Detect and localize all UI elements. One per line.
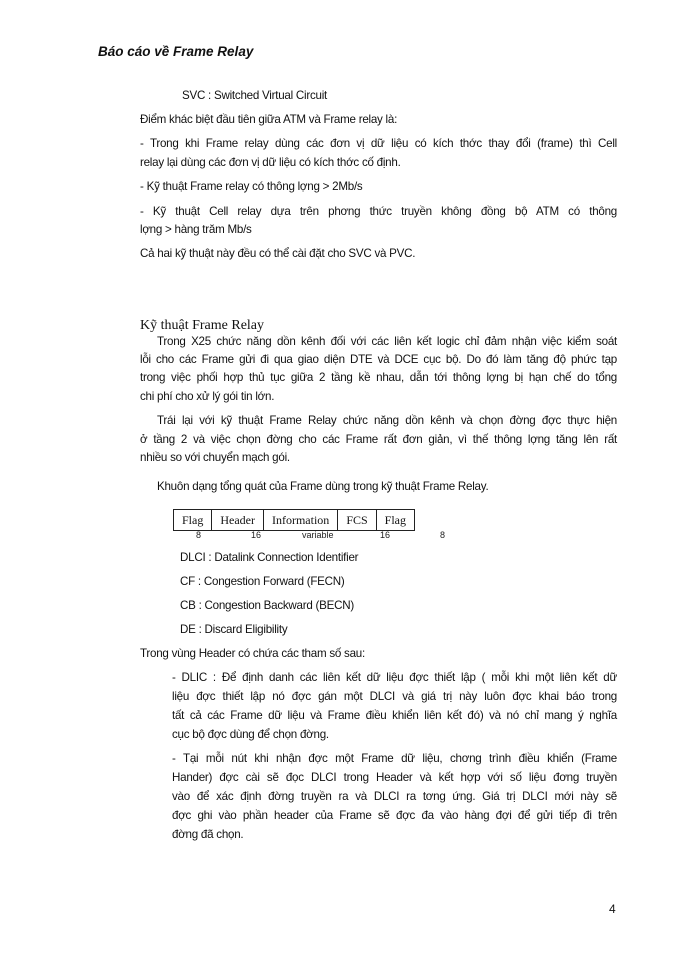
svc-definition: SVC : Switched Virtual Circuit: [182, 89, 327, 102]
frame-size-fcs: 16: [380, 530, 391, 540]
section-title: Kỹ thuật Frame Relay: [140, 318, 265, 333]
section-paragraph-2-line-3: nhiều so với chuyển mạch gói.: [140, 451, 290, 464]
difference-item-1-line-1: - Trong khi Frame relay dùng các đơn vị dữ liệu có kích thớc thay đổi (frame) thì Cell: [140, 137, 617, 150]
definition-cf: CF : Congestion Forward (FECN): [180, 575, 345, 588]
difference-item-2: - Kỹ thuật Frame relay có thông lợng > 2Mb/s: [140, 180, 363, 193]
frame-size-information: variable: [302, 530, 334, 540]
param-dlic-line-3: tất cả các Frame dữ liệu và Frame điều khiển liên kết đó) và nó chỉ mang ý nghĩa: [172, 709, 617, 722]
frame-field-flag-end: Flag: [376, 510, 414, 531]
definition-de: DE : Discard Eligibility: [180, 623, 288, 636]
param-dlic-line-1: - DLIC : Để định danh các liên kết dữ liệu đợc thiết lập ( mỗi khi một liên kết dữ: [172, 671, 617, 684]
param-dlic-line-4: cục bộ đợc dùng để chọn đờng.: [172, 728, 329, 741]
difference-item-1-line-2: relay lại dùng các đơn vị dữ liệu có kích thớc cố định.: [140, 156, 401, 169]
frame-size-flag-end: 8: [440, 530, 446, 540]
frame-field-header: Header: [212, 510, 264, 531]
difference-intro: Điểm khác biệt đầu tiên giữa ATM và Frame relay là:: [140, 113, 398, 126]
header-params-intro: Trong vùng Header có chứa các tham số sau:: [140, 647, 365, 660]
param-node-line-3: vào để xác định đờng truyền ra và DLCI ra tơng ứng. Giá trị DLCI mới này sẽ: [172, 790, 617, 803]
frame-size-header: 16: [251, 530, 262, 540]
frame-field-information: Information: [263, 510, 337, 531]
param-dlic-line-2: liệu đợc thiết lập nó đợc gán một DLCI và giá trị này luôn đợc khai báo trong: [172, 690, 617, 703]
section-paragraph-1-line-3: trong việc phối hợp thủ tục giữa 2 tầng kề nhau, dẫn tới thông lợng bị hạn chế do tổng: [140, 371, 617, 384]
frame-field-fcs: FCS: [338, 510, 376, 531]
section-paragraph-1-line-1: Trong X25 chức năng dồn kênh đối với các liên kết logic chỉ đảm nhận việc kiểm soát: [157, 335, 617, 348]
difference-item-3-line-1: - Kỹ thuật Cell relay dựa trên phơng thức truyền không đồng bộ ATM có thông: [140, 205, 617, 218]
param-node-line-1: - Tại mỗi nút khi nhận đợc một Frame dữ liệu, chơng trình điều khiển (Frame: [172, 752, 617, 765]
section-paragraph-2-line-1: Trái lại với kỹ thuật Frame Relay chức năng dồn kênh và chọn đờng đợc thực hiện: [157, 414, 617, 427]
difference-summary: Cả hai kỹ thuật này đều có thể cài đặt cho SVC và PVC.: [140, 247, 416, 260]
page-number: 4: [609, 902, 616, 916]
param-node-line-2: Hander) đợc cài sẽ đọc DLCI trong Header và kết hợp với số liệu đơng truyền: [172, 771, 617, 784]
page-header-title: Báo cáo về Frame Relay: [98, 44, 254, 59]
difference-item-3-line-2: lợng > hàng trăm Mb/s: [140, 223, 252, 236]
frame-size-flag-start: 8: [196, 530, 202, 540]
definition-cb: CB : Congestion Backward (BECN): [180, 599, 354, 612]
param-node-line-4: đợc ghi vào phần header của Frame sẽ đợc đa vào hàng đợi để gửi tiếp đi trên: [172, 809, 617, 822]
section-paragraph-2-line-2: ở tầng 2 và việc chọn đờng cho các Frame rất đơn giản, vì thế thông lợng tăng lên rất: [140, 433, 617, 446]
section-paragraph-1-line-4: chi phí cho xử lý gói tin lớn.: [140, 390, 275, 403]
section-paragraph-1-line-2: lỗi cho các Frame gửi đi qua giao diện DTE và DCE cục bộ. Do đó làm tăng độ phức tạp: [140, 353, 617, 366]
frame-format-intro: Khuôn dạng tổng quát của Frame dùng trong kỹ thuật Frame Relay.: [157, 480, 489, 493]
param-node-line-5: đờng đã chọn.: [172, 828, 244, 841]
frame-field-flag-start: Flag: [174, 510, 212, 531]
definition-dlci: DLCI : Datalink Connection Identifier: [180, 551, 359, 564]
frame-format-table: [173, 509, 415, 531]
